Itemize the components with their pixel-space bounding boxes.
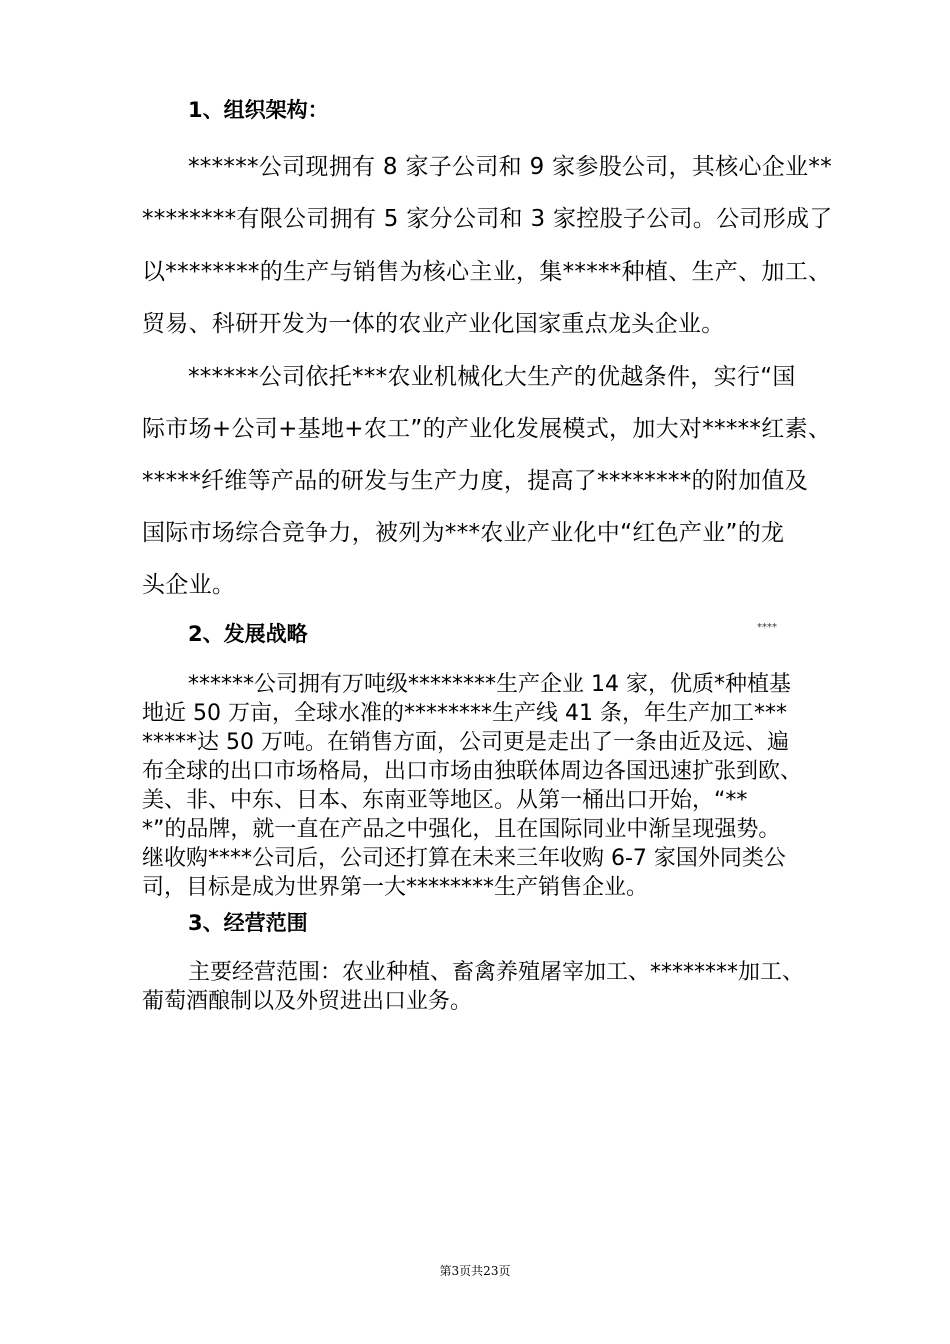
section-heading-org: 1、组织架构：: [188, 98, 329, 122]
paragraph-line: 继收购****公司后，公司还打算在未来三年收购 6-7 家国外同类公: [142, 846, 786, 871]
paragraph-line: ******公司依托***农业机械化大生产的优越条件，实行“国: [188, 364, 796, 390]
page-number-footer: 第3页共23页: [439, 1264, 511, 1278]
paragraph-line: 地近 50 万亩，全球水准的********生产线 41 条，年生产加工***: [142, 701, 787, 726]
paragraph-line: 司，目标是成为世界第一大********生产销售企业。: [142, 875, 649, 900]
paragraph-line: 以********的生产与销售为核心主业，集*****种植、生产、加工、: [142, 259, 832, 285]
paragraph-line: *”的品牌，就一直在产品之中强化，且在国际同业中渐呈现强势。: [142, 817, 781, 842]
section-heading-scope: 3、经营范围: [188, 911, 308, 935]
paragraph-line: ******公司拥有万吨级********生产企业 14 家，优质*种植基: [188, 672, 791, 697]
paragraph-line: 头企业。: [142, 572, 236, 598]
paragraph-line: 际市场+公司+基地+农工”的产业化发展模式，加大对*****红素、: [142, 416, 832, 442]
paragraph-line: 美、非、中东、日本、东南亚等地区。从第一桶出口开始，“**: [142, 788, 748, 813]
paragraph-line: 国际市场综合竞争力，被列为***农业产业化中“红色产业”的龙: [142, 520, 785, 546]
paragraph-line: 布全球的出口市场格局，出口市场由独联体周边各国迅速扩张到欧、: [142, 759, 803, 784]
paragraph-line: *****达 50 万吨。在销售方面，公司更是走出了一条由近及远、遍: [142, 730, 789, 755]
margin-mark: ****: [757, 622, 777, 633]
paragraph-line: *****纤维等产品的研发与生产力度，提高了********的附加值及: [142, 468, 808, 494]
paragraph-line: ******公司现拥有 8 家子公司和 9 家参股公司，其核心企业**: [188, 154, 833, 180]
paragraph-line: 贸易、科研开发为一体的农业产业化国家重点龙头企业。: [142, 311, 725, 337]
section-heading-strategy: 2、发展战略: [188, 622, 308, 646]
paragraph-line: 主要经营范围：农业种植、畜禽养殖屠宰加工、********加工、: [188, 960, 805, 985]
paragraph-line: ********有限公司拥有 5 家分公司和 3 家控股子公司。公司形成了: [142, 206, 833, 232]
paragraph-line: 葡萄酒酿制以及外贸进出口业务。: [142, 989, 473, 1014]
